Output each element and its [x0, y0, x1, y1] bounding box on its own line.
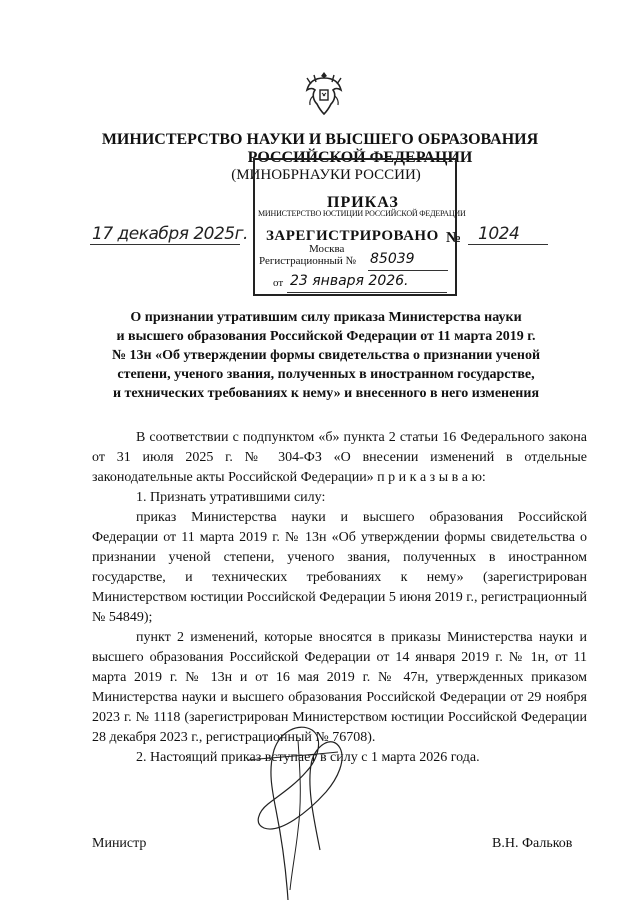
item-1-subitem-b: пункт 2 изменений, которые вносятся в приказы Министерства науки и высшего образования Российской Федерации от 14 января 2019 г. № 1н, от 11 марта 2019 г. № 13н и от 16 мая 2019 г. № 47н, утвержденных приказом Министерства науки и высшего образования Российской Федерации от 29 ноября 2023 г. № 1118 (зарегистрирован Министерством юстиции Российской Федерации 28 декабря 2023 г., регистрационный № 76708). — [92, 630, 587, 745]
order-number-underline — [468, 244, 548, 245]
title-line: № 13н «Об утверждении формы свидетельства о признании ученой — [111, 348, 541, 363]
signatory-name: В.Н. Фальков — [492, 836, 573, 851]
title-line: степени, ученого звания, полученных в иностранном государстве, — [117, 367, 535, 382]
order-number-handwritten: 1024 — [478, 224, 520, 244]
order-date-underline — [90, 244, 240, 245]
reg-number-value: 85039 — [370, 251, 415, 267]
reg-number-label: Регистрационный № — [259, 255, 357, 267]
preamble-paragraph: В соответствии с подпунктом «б» пункта 2 статьи 16 Федерального закона от 31 июля 2025 г. № 304-ФЗ «О внесении изменений в отдельные законодательные акты Российской Федерации» п р и к а з ы в а ю: — [92, 430, 587, 485]
item-1: 1. Признать утратившими силу: — [136, 490, 326, 505]
stamp-registered-label: ЗАРЕГИСТРИРОВАНО — [266, 228, 439, 244]
item-1-subitem-a: приказ Министерства науки и высшего образования Российской Федерации от 11 марта 2019 г. № 13н «Об утверждении формы свидетельства о признании ученой степени, ученого звания, полученных в иностранном государстве, и технических требованиях к нему» (зарегистрирован Министерством юстиции Российской Федерации 5 июня 2019 г., регистрационный № 54849); — [92, 510, 587, 625]
city-label: Москва — [309, 243, 345, 255]
ministry-name-line2: РОССИЙСКОЙ ФЕДЕРАЦИИ — [247, 149, 473, 166]
order-number-sign: № — [446, 230, 462, 246]
order-title — [26, 308, 626, 403]
item-2: 2. Настоящий приказ вступает в силу с 1 марта 2026 года. — [136, 750, 480, 765]
reg-number-underline — [368, 270, 448, 271]
coat-of-arms-emblem — [303, 70, 345, 116]
ministry-name-line1: МИНИСТЕРСТВО НАУКИ И ВЫСШЕГО ОБРАЗОВАНИЯ — [101, 131, 539, 148]
title-line: и высшего образования Российской Федерации от 11 марта 2019 г. — [116, 329, 536, 344]
signatory-position: Министр — [92, 836, 147, 851]
ministry-abbreviation: (МИНОБРНАУКИ РОССИИ) — [231, 167, 421, 183]
reg-date-value: 23 января 2026. — [290, 273, 409, 289]
title-line: О признании утратившим силу приказа Министерства науки — [130, 310, 522, 325]
reg-date-label: от — [273, 277, 284, 289]
order-date-handwritten: 17 декабря 2025г. — [92, 224, 248, 244]
handwritten-signature — [228, 700, 368, 905]
doc-type-title: ПРИКАЗ — [327, 194, 399, 211]
stamp-organization: МИНИСТЕРСТВО ЮСТИЦИИ РОССИЙСКОЙ ФЕДЕРАЦИИ — [258, 209, 466, 218]
reg-date-underline — [287, 292, 447, 293]
title-line: и технических требованиях к нему» и внесенного в него изменения — [112, 386, 540, 401]
